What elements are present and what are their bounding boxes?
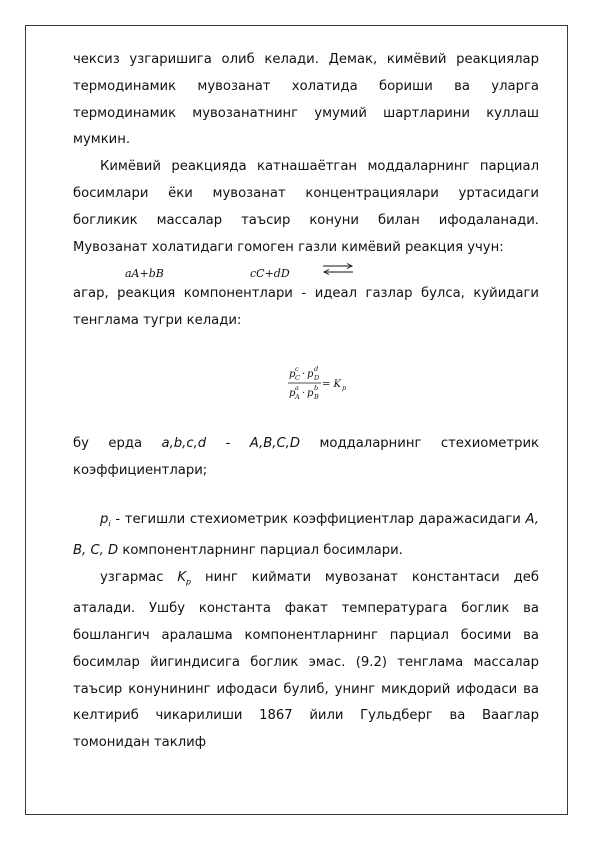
den-p2: p — [307, 387, 314, 399]
paragraph-where-line2: коэффициентлари; — [73, 462, 208, 478]
num-sub1: C — [295, 373, 300, 382]
paragraph-mass-action: Кимёвий реакцияда катнашаётган моддаларнинг парциал босимлари ёки мувозанат концентрациялари уртасидаги богликик массалар таъсир конуни билан ифодаланади. Мувозанат холатидаги гомоген газли кимёвий реакция учун: — [73, 159, 539, 255]
p1-line3: термодинамик мувозанатнинг умумий шартларини куллаш — [73, 105, 539, 121]
den-sup2: b — [314, 383, 319, 392]
den-sup1: a — [295, 383, 299, 392]
reaction-equation — [73, 261, 539, 281]
num-p1: p — [289, 368, 296, 380]
document-body — [73, 47, 539, 757]
num-sup2: d — [314, 364, 319, 373]
pi-subscript: i — [108, 519, 111, 529]
den-p1: p — [289, 387, 296, 399]
where-lead: бу ерда — [73, 435, 162, 451]
paragraph-partial-pressures — [73, 507, 539, 565]
num-sub2: D — [314, 373, 320, 382]
den-sub1: A — [295, 392, 300, 401]
den-dot: · — [302, 387, 306, 399]
p1-line1: чексиз узгаришига олиб келади. Демак, кимёвий реакциялар — [73, 52, 539, 67]
substance-symbols: A,B,C,D — [249, 435, 301, 451]
num-sup1: c — [295, 364, 299, 373]
where-tail: моддаларнинг стехиометрик — [300, 435, 539, 451]
paragraph-where-line1 — [73, 431, 539, 458]
formula-equals-k: = K — [322, 378, 342, 390]
kp-symbol: K — [177, 569, 187, 585]
den-sub2: B — [314, 392, 319, 401]
coeff-symbols: a,b,c,d — [161, 435, 207, 451]
pi-tail: компонентларнинг парциал босимлари. — [118, 543, 403, 558]
equilibrium-arrows-icon — [322, 262, 354, 276]
paragraph-kp-definition — [73, 565, 539, 757]
reaction-products: cC+dD — [250, 267, 290, 281]
where-dash: - — [206, 435, 250, 451]
pi-text: - тегишли стехиометрик коэффициентлар даражасидаги — [110, 511, 526, 527]
p1-line4: мумкин. — [73, 132, 131, 148]
pi-vars-2: C, D — [90, 543, 119, 558]
equilibrium-constant-formula — [73, 335, 539, 431]
formula-k-sub: p — [342, 383, 347, 392]
pi-symbol: p — [100, 511, 109, 527]
pi-vars-1: A, B, — [73, 511, 539, 558]
reaction-reactants: aA+bB — [125, 267, 164, 281]
num-dot: · — [302, 368, 306, 380]
paragraph-ideal-gases: агар, реакция компонентлари - идеал газлар булса, куйидаги тенглама тугри келади: — [73, 286, 539, 329]
kp-tail: нинг киймати мувозанат константаси деб аталади. Ушбу константа факат температурага боглик ва бошлангич аралашма компонентларнинг парциал босими ва босимлар йигиндисига боглик эмас. (9.2) тенглама массалар таъсир конунининг ифодаси булиб, унинг микдорий ифодаси ва келтириб чикарилиши 1867 йили Гульдберг ва Вааглар томонидан таклиф — [73, 569, 540, 751]
kp-subscript: p — [186, 577, 192, 587]
num-p2: p — [307, 368, 314, 380]
kp-lead: узгармас — [100, 569, 178, 585]
kp-formula — [288, 365, 358, 409]
p1-line2: термодинамик мувозанат холатида бориши ва уларга — [73, 78, 539, 94]
